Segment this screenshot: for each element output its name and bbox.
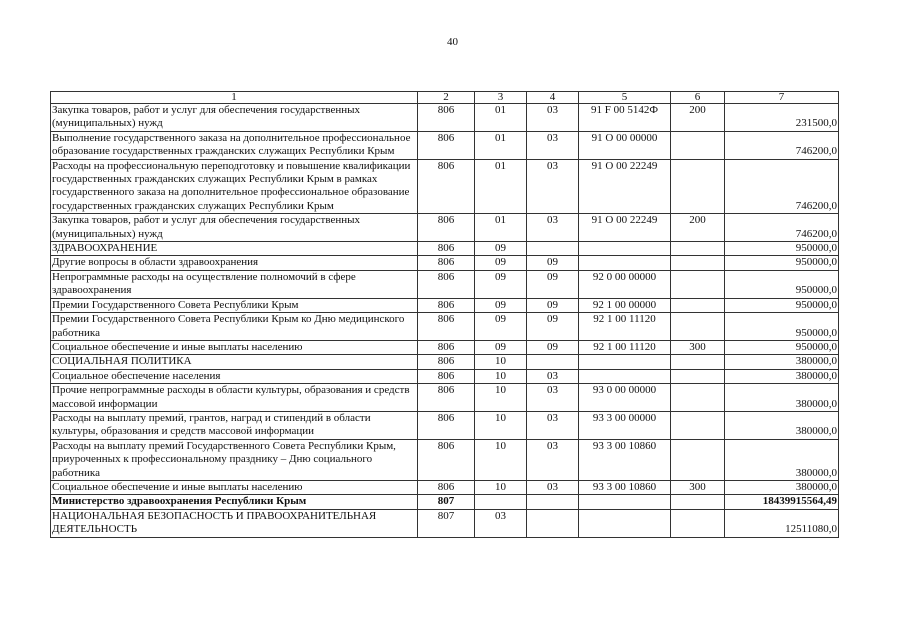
department-code: 806: [418, 369, 475, 383]
section-code: 10: [475, 355, 527, 369]
section-code: 09: [475, 242, 527, 256]
section-code: 09: [475, 256, 527, 270]
subsection-code: [527, 242, 579, 256]
expense-name: Социальное обеспечение и иные выплаты населению: [51, 480, 418, 494]
expense-type-code: [671, 242, 725, 256]
table-row: [51, 509, 839, 537]
expense-type-code: [671, 270, 725, 298]
amount: 380000,0: [725, 411, 839, 439]
expense-name: Социальное обеспечение населения: [51, 369, 418, 383]
page-number: 40: [447, 36, 458, 48]
amount: 12511080,0: [725, 509, 839, 537]
amount: 950000,0: [725, 242, 839, 256]
expense-name: СОЦИАЛЬНАЯ ПОЛИТИКА: [51, 355, 418, 369]
table-row: [51, 270, 839, 298]
amount: 231500,0: [725, 104, 839, 132]
table-row: [51, 313, 839, 341]
target-article-code: 91 О 00 22249: [579, 159, 671, 214]
section-code: 09: [475, 298, 527, 312]
table-row: [51, 439, 839, 480]
expense-type-code: 300: [671, 340, 725, 354]
expense-name: Другие вопросы в области здравоохранения: [51, 256, 418, 270]
target-article-code: [579, 369, 671, 383]
amount: 746200,0: [725, 159, 839, 214]
amount: 746200,0: [725, 131, 839, 159]
expense-name: НАЦИОНАЛЬНАЯ БЕЗОПАСНОСТЬ И ПРАВООХРАНИТЕЛЬНАЯ ДЕЯТЕЛЬНОСТЬ: [51, 509, 418, 537]
department-code: 807: [418, 495, 475, 509]
target-article-code: 91 F 00 5142Ф: [579, 104, 671, 132]
column-number-row: [51, 92, 839, 104]
table-row: [51, 355, 839, 369]
expense-name: Закупка товаров, работ и услуг для обеспечения государственных (муниципальных) нужд: [51, 214, 418, 242]
expense-type-code: [671, 131, 725, 159]
amount: 950000,0: [725, 256, 839, 270]
table-row: [51, 159, 839, 214]
amount: 380000,0: [725, 355, 839, 369]
target-article-code: [579, 355, 671, 369]
expense-type-code: [671, 495, 725, 509]
amount: 950000,0: [725, 313, 839, 341]
expense-name: Выполнение государственного заказа на дополнительное профессиональное образование государственных гражданских служащих Республики Крым: [51, 131, 418, 159]
table-row: [51, 369, 839, 383]
amount: 950000,0: [725, 340, 839, 354]
column-number: 2: [418, 92, 475, 104]
department-code: 806: [418, 439, 475, 480]
target-article-code: 93 3 00 00000: [579, 411, 671, 439]
table-row: [51, 411, 839, 439]
department-code: 807: [418, 509, 475, 537]
section-code: 09: [475, 270, 527, 298]
department-code: 806: [418, 355, 475, 369]
expense-name: Премии Государственного Совета Республики Крым ко Дню медицинского работника: [51, 313, 418, 341]
expense-name: Расходы на профессиональную переподготовку и повышение квалификации государственных гражданских служащих Республики Крым в рамках государственного заказа на дополнительное профессиональное образование государственных гражданских служащих Республики Крым: [51, 159, 418, 214]
column-number: 4: [527, 92, 579, 104]
target-article-code: [579, 495, 671, 509]
amount: 746200,0: [725, 214, 839, 242]
section-code: 09: [475, 313, 527, 341]
target-article-code: 92 1 00 00000: [579, 298, 671, 312]
expense-type-code: [671, 313, 725, 341]
subsection-code: 09: [527, 270, 579, 298]
column-number: 1: [51, 92, 418, 104]
department-code: 806: [418, 159, 475, 214]
expense-name: Премии Государственного Совета Республики Крым: [51, 298, 418, 312]
section-code: [475, 495, 527, 509]
subsection-code: [527, 495, 579, 509]
table-row: [51, 242, 839, 256]
expense-name: Прочие непрограммные расходы в области культуры, образования и средств массовой информации: [51, 384, 418, 412]
target-article-code: [579, 256, 671, 270]
subsection-code: 09: [527, 340, 579, 354]
subsection-code: 09: [527, 298, 579, 312]
section-code: 10: [475, 384, 527, 412]
expense-type-code: 300: [671, 480, 725, 494]
table-row: [51, 495, 839, 509]
expense-name: Социальное обеспечение и иные выплаты населению: [51, 340, 418, 354]
target-article-code: 93 3 00 10860: [579, 439, 671, 480]
subsection-code: [527, 509, 579, 537]
expense-name: Расходы на выплату премий Государственного Совета Республики Крым, приуроченных к профессиональному празднику – Дню социального работника: [51, 439, 418, 480]
expense-type-code: 200: [671, 104, 725, 132]
target-article-code: 92 1 00 11120: [579, 340, 671, 354]
section-code: 01: [475, 104, 527, 132]
table-row: [51, 256, 839, 270]
table-row: [51, 340, 839, 354]
column-number: 6: [671, 92, 725, 104]
target-article-code: [579, 509, 671, 537]
target-article-code: 91 О 00 22249: [579, 214, 671, 242]
section-code: 09: [475, 340, 527, 354]
expense-type-code: [671, 298, 725, 312]
amount: 380000,0: [725, 384, 839, 412]
budget-table: [50, 91, 839, 538]
expense-type-code: 200: [671, 214, 725, 242]
subsection-code: 09: [527, 256, 579, 270]
expense-name: Непрограммные расходы на осуществление полномочий в сфере здравоохранения: [51, 270, 418, 298]
section-code: 10: [475, 411, 527, 439]
expense-type-code: [671, 509, 725, 537]
expense-type-code: [671, 411, 725, 439]
subsection-code: 03: [527, 104, 579, 132]
amount: 380000,0: [725, 439, 839, 480]
department-code: 806: [418, 313, 475, 341]
subsection-code: 03: [527, 384, 579, 412]
expense-name: Расходы на выплату премий, грантов, наград и стипендий в области культуры, образования и средств массовой информации: [51, 411, 418, 439]
amount: 380000,0: [725, 369, 839, 383]
table-row: [51, 298, 839, 312]
target-article-code: 92 0 00 00000: [579, 270, 671, 298]
department-code: 806: [418, 298, 475, 312]
subsection-code: 03: [527, 439, 579, 480]
department-code: 806: [418, 384, 475, 412]
target-article-code: [579, 242, 671, 256]
expense-type-code: [671, 159, 725, 214]
table-row: [51, 131, 839, 159]
column-number: 5: [579, 92, 671, 104]
subsection-code: [527, 355, 579, 369]
subsection-code: 03: [527, 159, 579, 214]
table-row: [51, 104, 839, 132]
department-code: 806: [418, 256, 475, 270]
department-code: 806: [418, 411, 475, 439]
column-number: 3: [475, 92, 527, 104]
expense-type-code: [671, 256, 725, 270]
column-number: 7: [725, 92, 839, 104]
table-row: [51, 480, 839, 494]
department-code: 806: [418, 214, 475, 242]
subsection-code: 09: [527, 313, 579, 341]
table-row: [51, 384, 839, 412]
section-code: 10: [475, 369, 527, 383]
target-article-code: 92 1 00 11120: [579, 313, 671, 341]
expense-type-code: [671, 369, 725, 383]
department-code: 806: [418, 270, 475, 298]
section-code: 03: [475, 509, 527, 537]
amount: 380000,0: [725, 480, 839, 494]
expense-name: ЗДРАВООХРАНЕНИЕ: [51, 242, 418, 256]
table-row: [51, 214, 839, 242]
target-article-code: 91 О 00 00000: [579, 131, 671, 159]
department-code: 806: [418, 104, 475, 132]
section-code: 10: [475, 480, 527, 494]
expense-name: Министерство здравоохранения Республики Крым: [51, 495, 418, 509]
amount: 18439915564,49: [725, 495, 839, 509]
department-code: 806: [418, 340, 475, 354]
subsection-code: 03: [527, 131, 579, 159]
section-code: 01: [475, 214, 527, 242]
section-code: 10: [475, 439, 527, 480]
expense-name: Закупка товаров, работ и услуг для обеспечения государственных (муниципальных) нужд: [51, 104, 418, 132]
section-code: 01: [475, 131, 527, 159]
target-article-code: 93 3 00 10860: [579, 480, 671, 494]
subsection-code: 03: [527, 480, 579, 494]
amount: 950000,0: [725, 270, 839, 298]
amount: 950000,0: [725, 298, 839, 312]
expense-type-code: [671, 355, 725, 369]
department-code: 806: [418, 131, 475, 159]
section-code: 01: [475, 159, 527, 214]
subsection-code: 03: [527, 214, 579, 242]
target-article-code: 93 0 00 00000: [579, 384, 671, 412]
expense-type-code: [671, 439, 725, 480]
subsection-code: 03: [527, 369, 579, 383]
budget-table-body: [51, 92, 839, 538]
department-code: 806: [418, 242, 475, 256]
expense-type-code: [671, 384, 725, 412]
department-code: 806: [418, 480, 475, 494]
subsection-code: 03: [527, 411, 579, 439]
